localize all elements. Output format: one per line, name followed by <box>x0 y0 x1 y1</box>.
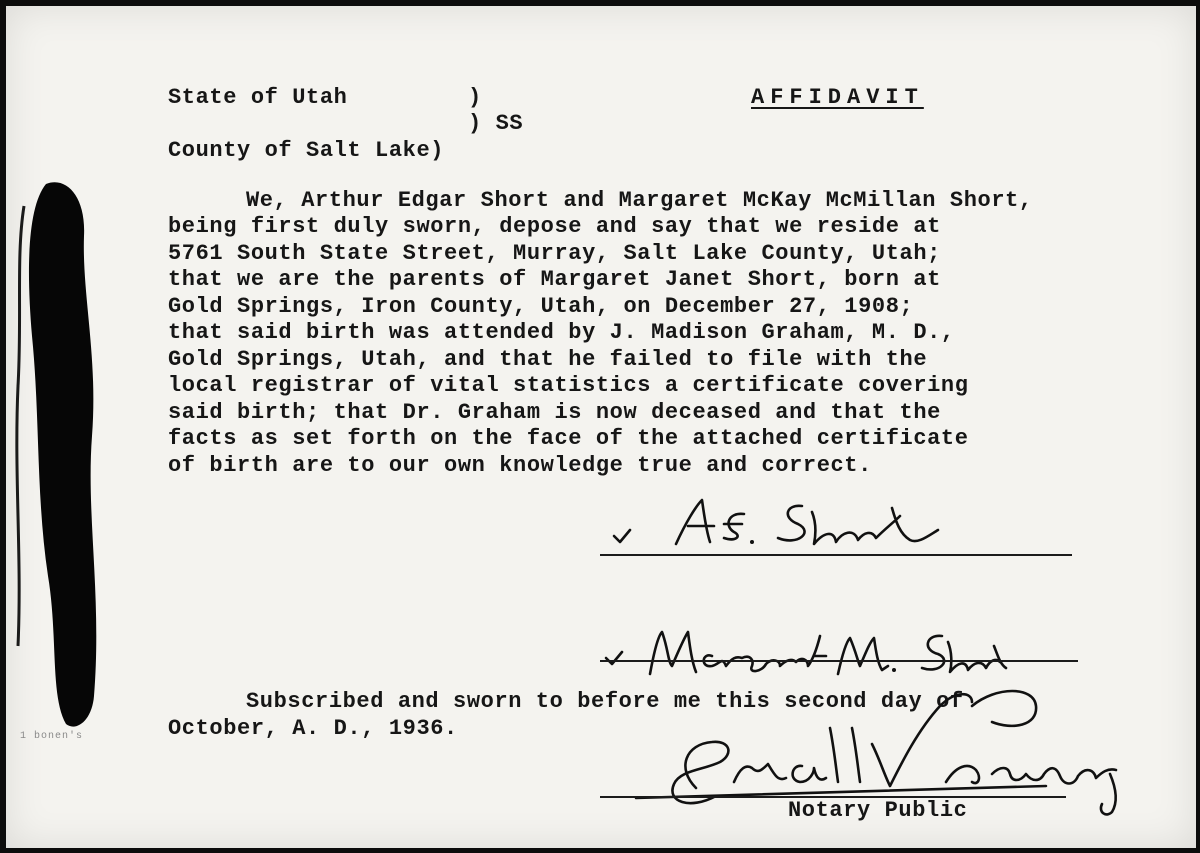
signature-arthur-short <box>602 492 962 552</box>
body-line: facts as set forth on the face of the attached certificate <box>168 426 969 451</box>
signature-margaret-short <box>602 622 1022 682</box>
signature-line-2 <box>600 660 1078 662</box>
notary-public-label: Notary Public <box>788 798 968 823</box>
body-line: that we are the parents of Margaret Janet Short, born at <box>168 267 941 292</box>
body-line: that said birth was attended by J. Madison Graham, M. D., <box>168 320 955 345</box>
body-line: We, Arthur Edgar Short and Margaret McKay McMillan Short, <box>246 188 1033 213</box>
body-line: being first duly sworn, depose and say that we reside at <box>168 214 941 239</box>
ss-mark: ) SS <box>468 111 524 136</box>
county-of-salt-lake: County of Salt Lake) <box>168 138 445 163</box>
jurat-line: October, A. D., 1936. <box>168 716 458 741</box>
jurat-line: Subscribed and sworn to before me this second day of <box>246 689 964 714</box>
signature-line-1 <box>600 554 1072 556</box>
faint-stamp-text: 1 bonen's <box>20 731 84 742</box>
body-line: local registrar of vital statistics a certificate covering <box>168 373 969 398</box>
body-line: said birth; that Dr. Graham is now deceased and that the <box>168 400 941 425</box>
state-of-utah: State of Utah <box>168 85 348 110</box>
document-title: AFFIDAVIT <box>751 85 924 110</box>
venue-paren: ) <box>468 85 482 110</box>
body-line: 5761 South State Street, Murray, Salt Lake County, Utah; <box>168 241 941 266</box>
body-line: Gold Springs, Utah, and that he failed to file with the <box>168 347 928 372</box>
affidavit-page <box>6 6 1196 848</box>
torn-edge-mark <box>6 176 116 736</box>
body-line: of birth are to our own knowledge true and correct. <box>168 453 872 478</box>
body-line: Gold Springs, Iron County, Utah, on December 27, 1908; <box>168 294 914 319</box>
